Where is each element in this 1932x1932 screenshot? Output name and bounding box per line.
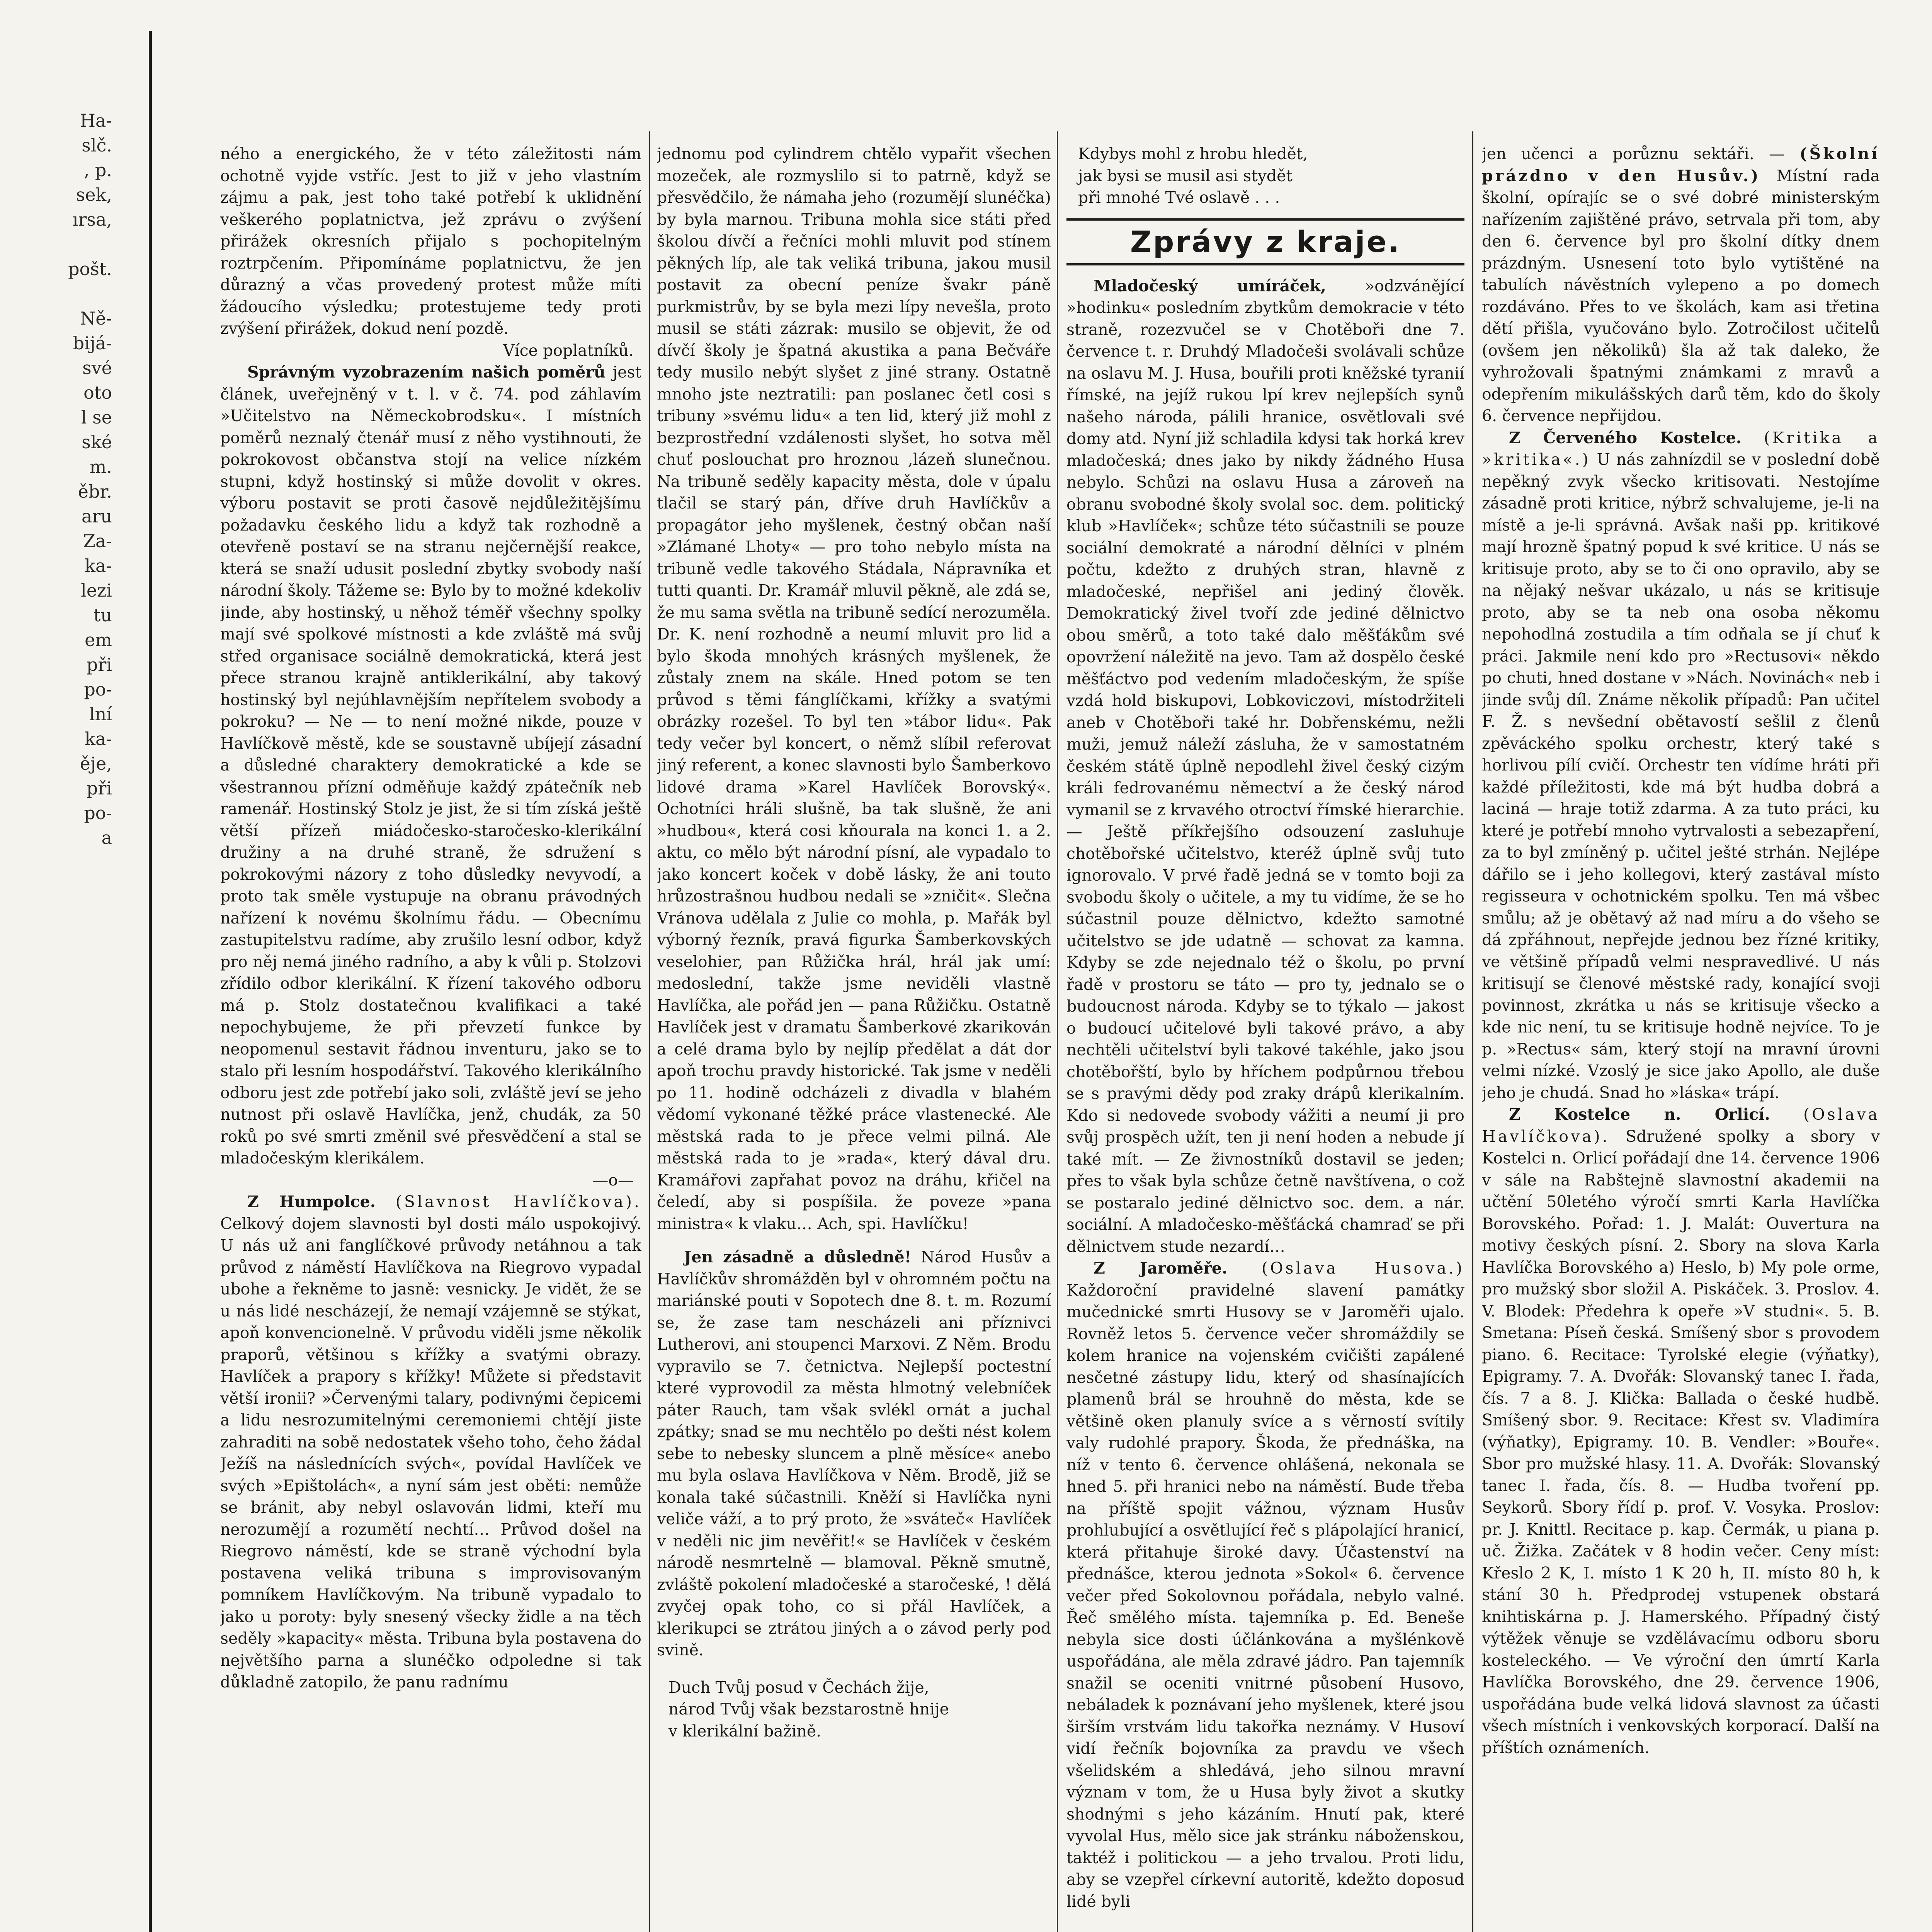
margin-fragment: em xyxy=(85,629,112,650)
margin-fragment: a xyxy=(101,827,112,848)
margin-fragment: oto xyxy=(83,382,112,403)
article-text: Místní rada školní, opírajíc se o své dobré ministerským nařízením zajištěné právo, setrvala při tom, aby den 6. července byl pro školní dítky dnem prázdným. Usnesení toto bylo vytištěné na tabulích návěstních vylepeno a po domech rozdáváno. Přes to ve školách, kam asi třetina dětí přišla, vyučováno bylo. Zotročilost učitelů (ovšem jen několiků) šla až tak daleko, že vyhrožovali špatnými známkami z mravů a odepřením mikulášských darů těm, kdo do školy 6. července nepřijdou. xyxy=(1482,166,1880,425)
margin-fragment: slč. xyxy=(82,135,112,156)
article-text: Celkový dojem slavnosti byl dosti málo uspokojivý. U nás už ani fanglíčkové průvody netáhnou a tak průvod z náměstí Havlíčkova na Riegrovo vypadal ubohe a řekněme to jasně: vesnicky. Je vidět, že se u nás lidé nescházejí, že nemají vzájemně se stýkat, apoň konvencionelně. V průvodu viděli jsme několik praporů, většinou s křížky a svatými obrazy. Havlíček a prapory s křížky! Můžete si představit větší ironii? »Červenými talary, podivnými čepicemi a lidu nesrozumitelnými ceremoniemi chtějí jiste zahraditi na sobě nedostatek všeho toho, čeho žádal Ježíš na následnících svých«, povídal Havlíček ve svých »Epištolách«, a nyní sám jest oběti: nemůže se bránit, aby nebyl oslavován lidmi, kteří mu nerozumějí a rozumětí nechtí… Průvod došel na Riegrovo náměstí, kde se straně východní byla postavena veliká tribuna s improvisovaným pomníkem Havlíčkovým. Na tribuně vypadalo to jako u poroty: byly snesený všecky židle a na těch seděly »kapacity« města. Tribuna byla postavena do největšího parna a slunéčko odpoledne si tak důkladně zatopilo, že panu radnímu xyxy=(220,1214,641,1691)
margin-fragment: ské xyxy=(82,432,112,452)
margin-fragment: po- xyxy=(84,803,112,823)
article-title: Z Humpolce. xyxy=(247,1192,376,1211)
margin-fragments xyxy=(0,108,116,900)
margin-fragment: pošt. xyxy=(68,259,112,279)
margin-fragment: tu xyxy=(93,605,112,626)
article-signature: Více poplatníků. xyxy=(503,341,634,360)
poem-line: Duch Tvůj posud v Čechách žije, xyxy=(668,1678,929,1697)
margin-fragment: ka- xyxy=(85,555,112,576)
margin-fragment xyxy=(0,281,112,306)
article-text: jednomu pod cylindrem chtělo vypařit všechen mozeček, ale rozmyslilo si to patrně, když se přesvědčilo, že námaha jeho (rozumějí slunéčka) by byla marnou. Tribuna mohla sice státi před školou dívčí a řečníci mohli mluvit pod stínem pěkných líp, ale tak veliká tribuna, jakou musil postavit za obecní peníze švakr páně purkmistrův, by se byla mezi lípy nevešla, proto musil se státi zázrak: musilo se objevit, že od dívčí školy je špatná akustika a pana Bečváře tedy musilo nebýt slyšet z jiné strany. Ostatně mnoho jste neztratili: pan poslanec četl cosi s tribuny »svému lidu« a ten lid, který již mohl z bezprostřední vzdálenosti slyšet, ho sotva měl chuť poslouchat pro hroznou ,lázeň slunečnou. Na tribuně seděly kapacity města, dole v úpalu tlačil se starý pán, dříve druh Havlíčkův a propagátor jeho myšlenek, čestný občan naší »Zlámané Lhoty« — pro toho nebylo místa na tribuně vedle takového Stádala, Nápravníka et tutti quanti. Dr. Kramář mluvil pěkně, ale zdá se, že mu sama světla na tribuně sedící nerozuměla. Dr. K. není rozhodně a neumí mluvit pro lid a bylo škoda mnohých krásných myšlenek, že zůstaly znem na skále. Hned potom se ten průvod s těmi fánglíčkami, křížky a svatými obrázky rozešel. To byl ten »tábor lidu«. Pak tedy večer byl koncert, o němž slíbil referovat jiný referent, a konec slavnosti bylo Šamberkovo lidové drama »Karel Havlíček Borovský«. Ochotníci hráli slušně, ba tak slušně, že ani »hudbou«, která cosi kňourala na konci 1. a 2. aktu, co mělo být národní písní, ale vypadalo to jako koncert koček v době lásky, že ani touto hrůzostrašnou hudbou nedali se »zničit«. Slečna Vránova udělala z Julie co mohla, p. Mařák byl výborný řezník, pravá figurka Šamberkovských veselohier, pan Růžička hrál, hrál jak umí: medoslední, takže jsme neviděli vlastně Havlíčka, ale pořád jen — pana Růžičku. Ostatně Havlíček jest v dramatu Šamberkové zkarikován a celé drama bylo by nejlíp předělat a dát dor apoň trochu pravdy historické. Tak jsme v neděli po 11. hodině odcházeli z divadla v blahém vědomí vykonané těžké práce vlastenecké. Ale městská rada to je přece velmi pilná. Ale městská rada to je »rada«, který dával dru. Kramářovi zapřahat povoz na dráhu, křičel na čeledí, aby si pospíšila. že poveze »pana ministra« k vlaku… Ach, spi. Havlíčku! xyxy=(657,145,1051,1233)
poem-line: Kdybys mohl z hrobu hledět, xyxy=(1078,145,1308,163)
article-title: Jen zásadně a důsledně! xyxy=(684,1248,912,1266)
article-subtitle: (Kritika a »kritika«.) xyxy=(1482,428,1880,469)
margin-fragment: ırsa, xyxy=(72,209,112,230)
article-subtitle: (Oslava Havlíčkova). xyxy=(1482,1105,1880,1146)
column-rule xyxy=(1057,131,1058,1932)
margin-fragment: ěbr. xyxy=(78,481,112,502)
article-text: U nás zahnízdil se v poslední době nepěkný zvyk všecko kritisovati. Nestojíme zásadně proti kritice, nýbrž schvalujeme, je-li na místě a je-li správná. Avšak naši pp. kritikové mají hrozně špatný popud k své kritice. U nás se kritisuje proto, aby se to či ono opravilo, aby se na nějaký nešvar ukázalo, u nás se kritisuje proto, aby se ta neb ona osoba někomu nepohodlná zostudila a tím odňala se jí chuť k práci. Jakmile není kdo pro »Rectusovi« někdo po chuti, hned dostane v »Nách. Novinách« neb i jinde svůj díl. Známe několik případů: Pan učitel F. Ž. s nevšední obětavostí sešlil z členů zpěváckého spolku orchestr, který také s horlivou pílí cvičí. Orchestr ten vídíme hráti při každé příležitosti, kde má být hudba dobrá a laciná — hraje totiž zdarma. A za tuto práci, ku které je potřebí mnoho vytrvalosti a sebezapření, za to byl zmíněný p. učitel ješté strhán. Nejlépe dářilo se i jeho kollegovi, který zastával místo regisseura v ochotnickém spolku. Ten má všbec smůlu; až je obětavý až nad míru a do všeho se dá zpřáhnout, nepřejde jednou bez řízné kritiky, ve většině případů velmi nespravedlivé. U nás kritisují se členové městské rady, konající svoji povinnost, zkrátka u nás se kritisuje všecko a kde nic není, tu se kritisuje hodně nejvíce. To je p. »Rectus« sám, který stojí na mravní úrovni velmi nízké. Vzoslý je sice jako Apollo, ale duše jeho je chudá. Snad ho »láska« trápí. xyxy=(1482,450,1880,1102)
article-title: Správným vyzobrazením našich poměrů xyxy=(247,363,605,381)
margin-fragment: při xyxy=(86,654,112,675)
article-title: Mladočeský umíráček, xyxy=(1094,276,1326,295)
section-heading: Zprávy z kraje. xyxy=(1066,218,1464,265)
poem-line: národ Tvůj však bezstarostně hnije xyxy=(668,1700,949,1718)
margin-fragment: sek, xyxy=(76,184,112,205)
column-rule xyxy=(649,131,650,1932)
poem xyxy=(1078,143,1464,209)
article-text: »odzvánějící »hodinku« posledním zbytkům demokracie v této straně, rozezvučel se v Chotěboři dne 7. července t. r. Druhdý Mladočeši svolávali schůze na oslavu M. J. Husa, bouřili proti kněžské tyranií římské, na jejíž rukou lpí krev nejlepších synů našeho národa, pálili hranice, osvětlovali své domy atd. Nyní již schladila kdysi tak horká krev mladočeská; dnes jako by nikdy žádného Husa nebylo. Schůzi na oslavu Husa a zároveň na obranu svobodné školy svolal soc. dem. politický klub »Havlíček«; schůze této súčastnili se pouze sociální demokraté a národní dělníci v plném počtu, kdežto z druhých stran, hlavně z mladočeské, nepřišel ani jediný člověk. Demokratický živel tvoří zde jediné dělnictvo obou směrů, a toto také dalo měšťákům své opovržení náležitě na jevo. Tam až dospělo české měšťáctvo pod vedením mladočeským, že spíše vzdá hold biskupovi, Lobkoviczovi, místodržiteli aneb v Chotěboři také hr. Dobřenskému, nežli muži, jemuž náleží zásluha, že v samostatném českém státě úplně nepodlehl živel český cizým králi fedrovanému němectví a že český národ vymanil se z krvavého otroctví římské hierarchie. — Ještě příkřejšího odsouzení zasluhuje chotěbořské učitelstvo, kteréž úplně svůj tuto ignorovalo. V prvé řadě jedná se v tomto boji za svobodu školy o učitele, a my tu vidíme, že se ho súčastnil pouze dělnictvo, kdežto samotné učitelstvo se jde udatně — schovat za kamna. Kdyby se zde nejednalo též o školu, po první řadě v prostoru se táto — pro ty, jednalo se o budoucnost národa. Kdyby se to týkalo — jakost o budoucí učitelové byli takové právo, a aby nechtěli učitelství byli takové takéhle, jako jsou chotěbořští, bylo by hříchem podpůrnou třebou se s pravými dědy pod zraky drápů klerikalním. Kdo si nedovede svobody vážiti a neumí ji pro svůj prospěch užít, ten ji není hoden a nebude jí také mít. — Ze živnostníků dostavil se jeden; přes to však byla schůze četně navštívena, o což se postaralo jediné dělnictvo soc. dem. a nár. sociální. A mladočesko-měšťácká chamraď se při dělnictvem stude nezardí… xyxy=(1066,276,1464,1256)
article-text: ného a energického, že v této záležitosti nám ochotně vyjde vstříc. Jest to již v jeho vlastním zájmu a pak, jest toho také potřebí k uklidnění veškerého poplatnictva, jež zprávu o zvýšení přirážek okresních přijalo s pochopitelným roztrpčením. Připomínáme poplatnictvu, že jen důrazný a včas provedený protest může míti žádoucího výsledku; protestujeme tedy proti zvýšení přirážek, dokud není pozdě. xyxy=(220,145,641,338)
margin-fragment: aru xyxy=(81,506,112,527)
column-2 xyxy=(657,143,1051,1932)
margin-fragment: Ně- xyxy=(80,308,112,329)
column-1 xyxy=(220,143,641,1932)
article-text: Sdružené spolky a sbory v Kostelci n. Orlicí pořádají dne 14. července 1906 v sále na Rabštejně slavnostní akademii na učtění 50letého výročí smrti Karla Havlíčka Borovského. Pořad: 1. J. Malát: Ouvertura na motivy českých písní. 2. Sbory na slova Karla Havlíčka Borovského a) Heslo, b) My pole orme, pro mužský sbor složil A. Piskáček. 3. Proslov. 4. V. Blodek: Předehra k opeře »V studni«. 5. B. Smetana: Píseň česká. Smíšený sbor s provodem piano. 6. Recitace: Tyrolské elegie (výňatky), Epigramy. 7. A. Dvořák: Slovanský tanec I. řada, čís. 7 a 8. J. Klička: Ballada o české hudbě. Smíšený sbor. 9. Recitace: Křest sv. Vladimíra (výňatky), Epigramy. 10. B. Vendler: »Bouře«. Sbor pro mužské hlasy. 11. A. Dvořák: Slovanský tanec I. řada, čís. 8. — Hudba tvoření pp. Seykorů. Sbory řídí p. prof. V. Vosyka. Proslov: pr. J. Knittl. Recitace p. kap. Čermák, u piana p. uč. Žižka. Začátek v 8 hodin večer. Ceny míst: Křeslo 2 K, I. místo 1 K 20 h, II. místo 80 h, k stání 30 h. Předprodej vstupenek obstará knihtiskárna p. J. Hamerského. Případný čistý výtěžek věnuje se vzdělávacímu odboru sboru kosteleckého. — Ve výroční den úmrtí Karla Havlíčka Borovského, dne 29. července 1906, uspořádána bude velká lidová slavnost za účasti všech místních i venkovských korporací. Další na příštích oznámeních. xyxy=(1482,1127,1880,1757)
article-title: Z Jaroměře. xyxy=(1094,1259,1228,1277)
article-title: (Školní prázdno v den Husův.) xyxy=(1482,145,1880,185)
margin-fragment: ěje, xyxy=(80,753,112,774)
article-text: Národ Husův a Havlíčkův shromážděn byl v ohromném počtu na mariánské pouti v Sopotech dne 8. t. m. Rozumí se, že zase tam nescházeli ani příznivci Lutherovi, ani stoupenci Marxovi. Z Něm. Brodu vypravilo se 7. četnictva. Nejlepší poctestní které vyprovodil za města hlmotný velebníček páter Rauch, tam však svlékl ornát a juchal zpátky; snad se mu nechtělo po dešti nést kolem sebe to nebesky sluncem a plně měsíce« anebo mu byla oslava Havlíčkova v Něm. Brodě, již se konala také súčastnili. Kněží si Havlíčka nyni veliče váží, a to prý proto, že »sváteč« Havlíček v neděli nic jim nevěřit!« se Havlíček v českém národě nesmrtelně — blamoval. Pěkně smutně, zvláště pokolení mladočeské a staročeské, ! dělá zvyčej opak toho, co si přál Havlíček, a klerikupci se ztrátou jiných a o závod perly pod svině. xyxy=(657,1248,1051,1659)
margin-fragment xyxy=(0,232,112,257)
article-subtitle: (Slavnost Havlíčkova). xyxy=(395,1192,641,1211)
margin-fragment: při xyxy=(86,778,112,799)
margin-fragment: lní xyxy=(89,704,112,724)
poem-line: v klerikální bažině. xyxy=(668,1721,821,1740)
margin-fragment: lezi xyxy=(81,580,112,601)
article-text: jest článek, uveřejněný v t. l. v č. 74. pod záhlavím »Učitelstvo na Německobrodsku«. I místních poměrů neznalý čtenář musí z něho vystihnouti, že pokrokovost občanstva stojí na velice nízkém stupni, když hostinský si může dovolit v okres. výboru postavit se proti časově nejdůležitějšímu požadavku českého lidu a když tak rozhodně a otevřeně postaví se na stranu nejčernější reakce, která se snaží udusit poslední zbytky svobody naší národní školy. Tážeme se: Bylo by to možné kdekoliv jinde, aby hostinský, u něhož téměř všechny spolky mají své spolkové místnosti a kde zvláště má svůj střed organisace sociálně demokratická, která jest přece stranou krajně antiklerikální, aby takový hostinský byl nejúhlavnějším nepřítelem svobody a pokroku? — Ne — to není možné nikde, pouze v Havlíčkově městě, kde se soustavně ubíjejí zásadní a důsledné charaktery demokratické a kde se všestrannou přízní odměňuje každý zpátečník neb ramenář. Hostinský Stolz je jist, že si tím získá ještě větší přízeň miádočesko-staročesko-klerikální družiny a na druhé straně, že sdružení s pokrokovými názory z toho důsledky nevyvodí, a proto tak směle vystupuje na obranu právodných nařízení k novému školnímu řádu. — Obecnímu zastupitelstvu radíme, aby zrušilo lesní odbor, když pro něj nemá jiného radního, a aby k vůli p. Stolzovi zřídilo odbor klerikální. K řízení takového odboru má p. Stolz dostatečnou kvalifikaci a také nepochybujeme, že při převzetí funkce by neopomenul sestavit řádnou inventuru, jako se to stalo při lesním hospodářství. Takového klerikálního odboru jest zde potřebí jako soli, zvláště jeví se jeho nutnost při oslavě Havlíčka, jenž, chudák, za 50 roků po své smrti změnil své přesvědčení a stal se mladočeským klerikálem. xyxy=(220,363,641,1167)
poem-line: jak bysi se musil asi stydět xyxy=(1078,166,1293,185)
article-subtitle: (Oslava Husova.) xyxy=(1261,1259,1464,1277)
margin-fragment: , p. xyxy=(83,160,112,180)
page-gutter xyxy=(149,31,152,1932)
margin-fragment: po- xyxy=(84,679,112,700)
article-text: jen učenci a porůznu sektáři. — xyxy=(1482,145,1785,163)
margin-fragment: své xyxy=(82,357,112,378)
margin-fragment: Ha- xyxy=(80,110,112,131)
margin-fragment: ka- xyxy=(85,728,112,749)
poem xyxy=(668,1677,1051,1742)
margin-fragment: Za- xyxy=(83,531,112,551)
article-signature: —o— xyxy=(592,1170,634,1189)
article-title: Z Kostelce n. Orlicí. xyxy=(1509,1105,1770,1124)
column-rule xyxy=(1472,131,1473,1932)
column-3 xyxy=(1066,143,1464,1932)
margin-fragment: m. xyxy=(89,456,112,477)
margin-fragment: l se xyxy=(81,407,112,428)
poem-line: při mnohé Tvé oslavě . . . xyxy=(1078,188,1280,207)
article-title: Z Červeného Kostelce. xyxy=(1509,428,1742,447)
margin-fragment: bijá- xyxy=(73,333,112,354)
column-4 xyxy=(1482,143,1880,1932)
article-text: Každoroční pravidelné slavení památky mučednické smrti Husovy se v Jaroměři ujalo. Rovněž letos 5. července večer shromáždily se kolem hranice na vojenském cvičišti zapálené nesčetné zástupy lidu, který od shasínajících plamenů brál se hrouhně do města, kde se většině oken planuly svíce a s věrností svítily valy rudohlé prapory. Škoda, že přednáška, na níž v tento 6. července ohlášená, nekonala se hned 5. při hranici nebo na náměstí. Bude třeba na příště spojit vážnou, význam Husův prohlubující a osvětlující řeč s plápolající hranicí, která přitahuje široké davy. Účastenství na přednášce, kterou jednota »Sokol« 6. července večer před Sokolovnou pořádala, nebylo valné. Řeč smělého místa. tajemníka p. Ed. Beneše nebyla sice dosti účlánkována a myšlénkově uspořádána, ale měla zdravé jádro. Pan tajemník snažil se oceniti vnitrné působení Husovo, nebáladek k poznávaní jeho myšlenek, které jsou širším vrstvám lidu takořka neznámy. V Husoví vidí řečník bojovníka za pravdu ve všech všelidském a shledává, jeho silnou mravní význam v tom, že u Husa byly život a skutky shodnými s jeho kázáním. Hnutí pak, které vyvolal Hus, mělo sice jak stránku náboženskou, taktéž i politickou — a jeho trvalou. Proti lidu, aby se vzepřel církevní autoritě, kdežto doposud lidé byli xyxy=(1066,1281,1464,1911)
